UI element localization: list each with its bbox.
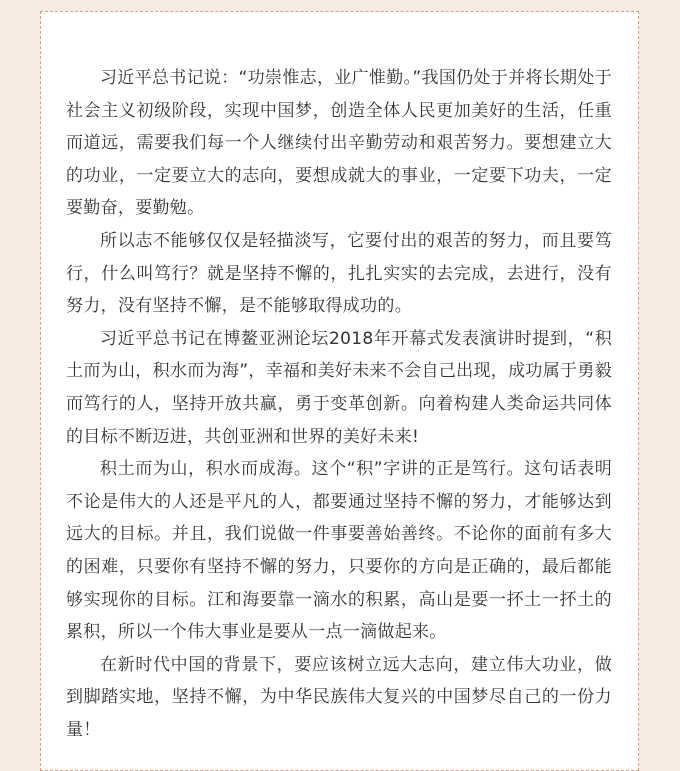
paragraph-1: 习近平总书记说：“功崇惟志，业广惟勤。”我国仍处于并将长期处于社会主义初级阶段，实现中国梦，创造全体人民更加美好的生活，任重而道远，需要我们每一个人继续付出辛勤劳动和艰苦努力。要想建立大的功业，一定要立大的志向，要想成就大的事业，一定要下功夫，一定要勤奋，要勤勉。	[66, 68, 612, 219]
right-margin	[642, 0, 680, 753]
paragraph-5: 在新时代中国的背景下，要应该树立远大志向，建立伟大功业，做到脚踏实地，坚持不懈，为中华民族伟大复兴的中国梦尽自己的一份力量！	[66, 654, 612, 740]
paragraph-2: 所以志不能够仅仅是轻描淡写，它要付出的艰苦的努力，而且要笃行，什么叫笃行？就是坚持不懈的，扎扎实实的去完成，去进行，没有努力，没有坚持不懈，是不能够取得成功的。	[66, 230, 612, 317]
article-body	[66, 62, 612, 746]
left-margin	[0, 0, 40, 753]
paragraph-4: 积土而为山，积水而成海。这个“积”字讲的正是笃行。这句话表明不论是伟大的人还是平凡的人，都要通过坚持不懈的努力，才能够达到远大的目标。并且，我们说做一件事要善始善终。不论你的面前有多大的困难，只要你有坚持不懈的努力，只要你的方向是正确的，最后都能够实现你的目标。江和海要靠一滴水的积累，高山是要一抔土一抔土的累积，所以一个伟大事业是要从一点一滴做起来。	[66, 459, 612, 643]
paragraph-3: 习近平总书记在博鳌亚洲论坛2018年开幕式发表演讲时提到，“积土而为山，积水而为海”，幸福和美好未来不会自己出现，成功属于勇毅而笃行的人，坚持开放共赢，勇于变革创新。向着构建人类命运共同体的目标不断迈进，共创亚洲和世界的美好未来!	[66, 328, 612, 447]
